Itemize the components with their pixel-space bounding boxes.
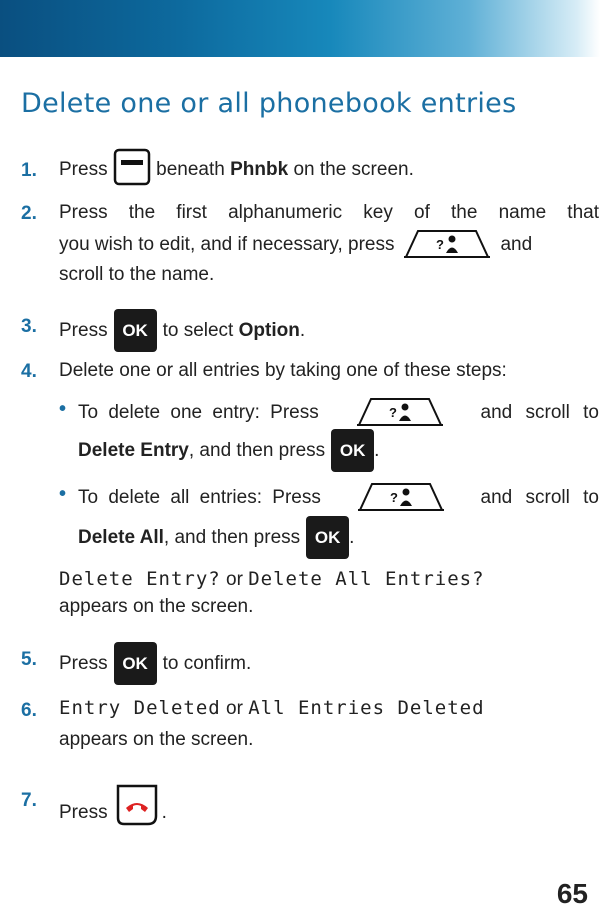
step-1-text: Press beneath Phnbk on the screen. bbox=[59, 154, 414, 186]
step-4-result-line2: appears on the screen. bbox=[59, 596, 254, 617]
svg-text:?: ? bbox=[388, 405, 397, 420]
step-number: 2. bbox=[21, 203, 37, 224]
step-5-text: Press OK to confirm. bbox=[59, 642, 251, 685]
ok-key-icon: OK bbox=[114, 309, 157, 352]
step-4-result-line1: Delete Entry? or Delete All Entries? bbox=[59, 568, 485, 590]
step-number: 6. bbox=[21, 700, 37, 721]
bullet-a-line2: Delete Entry , and then press OK . bbox=[78, 429, 379, 472]
step-3-text: Press OK to select Option . bbox=[59, 309, 305, 352]
step-7-text: Press . bbox=[59, 782, 167, 828]
step-number: 4. bbox=[21, 361, 37, 382]
bullet-b-line2: Delete All , and then press OK . bbox=[78, 516, 354, 559]
step-4-line1: Delete one or all entries by taking one of these steps: bbox=[59, 360, 507, 381]
step-6-line2: appears on the screen. bbox=[59, 729, 254, 750]
step-number: 7. bbox=[21, 790, 37, 811]
bullet-icon: • bbox=[59, 398, 67, 420]
step-number: 5. bbox=[21, 649, 37, 670]
svg-text:?: ? bbox=[389, 490, 398, 505]
step-number: 3. bbox=[21, 316, 37, 337]
phonebook-key-icon bbox=[402, 228, 492, 260]
page-title: Delete one or all phonebook entries bbox=[21, 88, 517, 119]
page-number: 65 bbox=[556, 878, 588, 909]
step-2-line3: scroll to the name. bbox=[59, 264, 215, 285]
ok-key-icon: OK bbox=[114, 642, 157, 685]
step-6-line1: Entry Deleted or All Entries Deleted bbox=[59, 697, 485, 719]
header-banner bbox=[0, 0, 600, 57]
end-call-key-icon bbox=[114, 782, 160, 828]
phonebook-key-icon bbox=[355, 396, 445, 428]
softkey-icon bbox=[113, 148, 151, 186]
ok-key-icon: OK bbox=[306, 516, 349, 559]
step-2-line1: Press the first alphanumeric key of the name that bbox=[59, 202, 599, 223]
bullet-b-line1: To delete all entries: Press ? and scroll to bbox=[78, 481, 599, 513]
ok-key-icon: OK bbox=[331, 429, 374, 472]
bullet-a-line1: To delete one entry: Press ? and scroll to bbox=[78, 396, 599, 428]
step-number: 1. bbox=[21, 160, 37, 181]
phonebook-key-icon bbox=[356, 481, 446, 513]
step-2-line2: you wish to edit, and if necessary, press ? and bbox=[59, 228, 599, 260]
svg-text:?: ? bbox=[436, 237, 445, 252]
bullet-icon: • bbox=[59, 483, 67, 505]
